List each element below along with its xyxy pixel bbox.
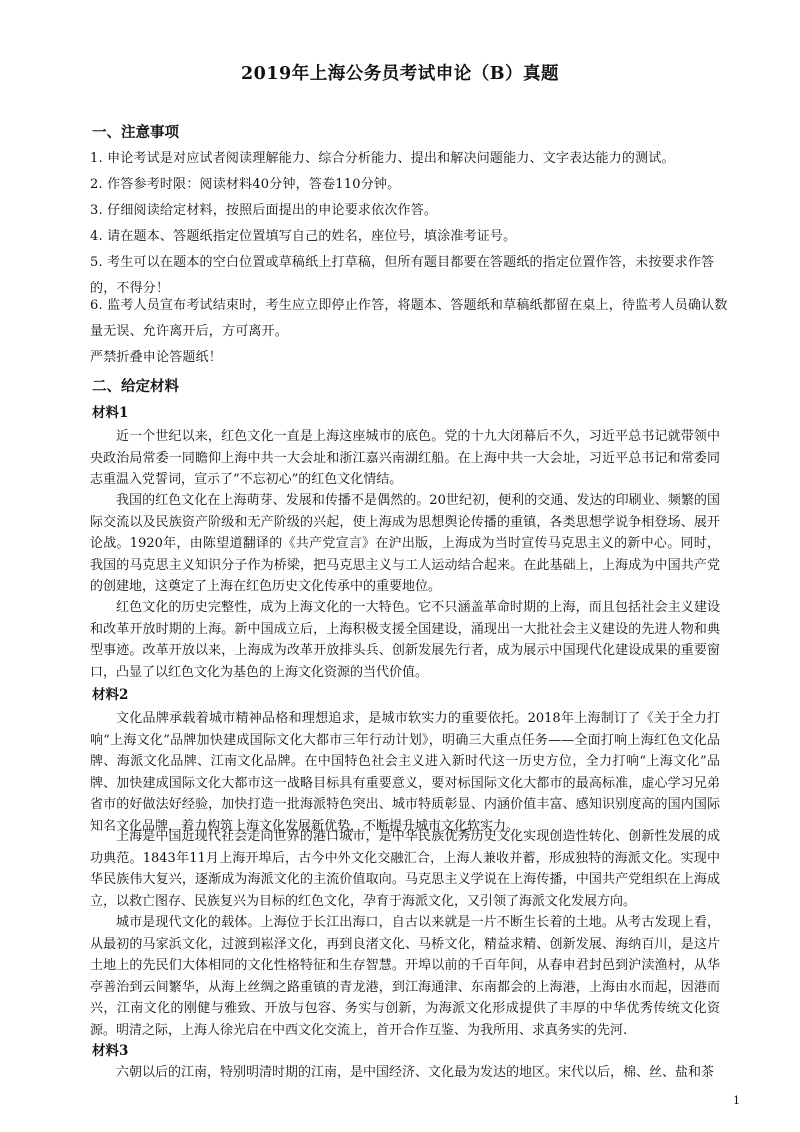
note-warning: 严禁折叠申论答题纸！ <box>90 350 223 365</box>
material-3-paragraph-1: 六朝以后的江南，特别明清时期的江南，是中国经济、文化最为发达的地区。宋代以后，棉、丝、盐和茶 <box>116 1065 715 1080</box>
note-item-3: 3. 仔细阅读给定材料，按照后面提出的申论要求依次作答。 <box>90 203 438 218</box>
material-1-label: 材料1 <box>92 405 129 421</box>
note-item-2: 2. 作答参考时限：阅读材料40分钟，答卷110分钟。 <box>90 177 401 192</box>
material-1-paragraph-3: 红色文化的历史完整性，成为上海文化的一大特色。它不只涵盖革命时期的上海，而且包括社会主义建设和改革开放时期的上海。新中国成立后，上海积极支援全国建设，涌现出一大批社会主义建设的先进人物和典型事迹。改革开放以来，上海成为改革开放排头兵、创新发展先行者，成为展示中国现代化建设成果的重要窗口，凸显了以红色文化为基色的上海文化资源的当代价值。 <box>90 600 720 680</box>
note-item-4: 4. 请在题本、答题纸指定位置填写自己的姓名，座位号，填涂准考证号。 <box>90 229 517 244</box>
material-1-paragraph-2: 我国的红色文化在上海萌芽、发展和传播不是偶然的。20世纪初，便利的交通、发达的印刷业、频繁的国际交流以及民族资产阶级和无产阶级的兴起，使上海成为思想舆论传播的重镇，各类思想学说争相登场、展开论战。1920年，由陈望道翻译的《共产党宣言》在沪出版，上海成为当时宣传马克思主义的新中心。同时，我国的马克思主义知识分子作为桥梁，把马克思主义与工人运动结合起来。在此基础上，上海成为中国共产党的创建地，这奠定了上海在红色历史文化传承中的重要地位。 <box>90 493 720 594</box>
material-3-label: 材料3 <box>92 1043 129 1059</box>
material-1-paragraph-1: 近一个世纪以来，红色文化一直是上海这座城市的底色。党的十九大闭幕后不久，习近平总书记就带领中央政治局常委一同瞻仰上海中共一大会址和浙江嘉兴南湖红船。在上海中共一大会址，习近平总书记和常委同志重温入党誓词，宣示了“不忘初心”的红色文化情结。 <box>90 429 720 487</box>
material-2-paragraph-3: 城市是现代文化的载体。上海位于长江出海口，自古以来就是一片不断生长着的土地。从考古发现上看，从最初的马家浜文化，过渡到崧泽文化，再到良渚文化、马桥文化，精益求精、创新发展、海纳百川，是这片土地上的先民们大体相同的文化性格特征和生存智慧。开埠以前的千百年间，从春申君封邑到沪渎渔村，从华亭善治到云间繁华，从海上丝绸之路重镇的青龙港，到江海通津、东南都会的上海港，上海由水而起，因港而兴，江南文化的刚健与雅致、开放与包容、务实与创新，为海派文化形成提供了丰厚的中华优秀传统文化资源。明清之际，上海人徐光启在中西文化交流上，首开合作互鉴、为我所用、求真务实的先河. <box>90 915 720 1038</box>
material-2-label: 材料2 <box>92 687 129 703</box>
note-item-5: 5. 考生可以在题本的空白位置或草稿纸上打草稿，但所有题目都要在答题纸的指定位置作答，未按要求作答的，不得分！ <box>90 255 715 296</box>
material-2-paragraph-1: 文化品牌承载着城市精神品格和理想追求，是城市软实力的重要依托。2018年上海制订了《关于全力打响“上海文化”品牌加快建成国际文化大都市三年行动计划》，明确三大重点任务——全面打响上海红色文化品牌、海派文化品牌、江南文化品牌。在中国特色社会主义进入新时代这一历史方位，全力打响“上海文化”品牌、加快建成国际文化大都市这一战略目标具有重要意义，要对标国际文化大都市的最高标准，虚心学习兄弟省市的好做法好经验，加快打造一批海派特色突出、城市特质彰显、内涵价值丰富、感知识别度高的国内国际知名文化品牌，着力构筑上海文化发展新优势，不断提升城市文化软实力。 <box>90 711 720 834</box>
note-item-1: 1. 申论考试是对应试者阅读理解能力、综合分析能力、提出和解决问题能力、文字表达能力的测试。 <box>90 151 675 166</box>
material-2-paragraph-2: 上海是中国近现代社会走向世界的港口城市，是中华民族优秀历史文化实现创造性转化、创新性发展的成功典范。1843年11月上海开埠后，古今中外文化交融汇合，上海人兼收并蓄，形成独特的海派文化。实现中华民族伟大复兴，逐渐成为海派文化的主流价值取向。马克思主义学说在上海传播，中国共产党组织在上海成立，以救亡图存、民族复兴为目标的红色文化，孕育于海派文化，又引领了海派文化发展方向。 <box>90 829 720 909</box>
section-heading-materials: 二、给定材料 <box>92 378 179 395</box>
section-heading-notes: 一、注意事项 <box>92 124 179 141</box>
document-title: 2019年上海公务员考试申论（B）真题 <box>241 64 559 84</box>
page-number: 1 <box>733 1094 740 1107</box>
note-item-6: 6. 监考人员宣布考试结束时，考生应立即停止作答，将题本、答题纸和草稿纸都留在桌上，待监考人员确认数量无误、允许离开后，方可离开。 <box>90 298 728 339</box>
